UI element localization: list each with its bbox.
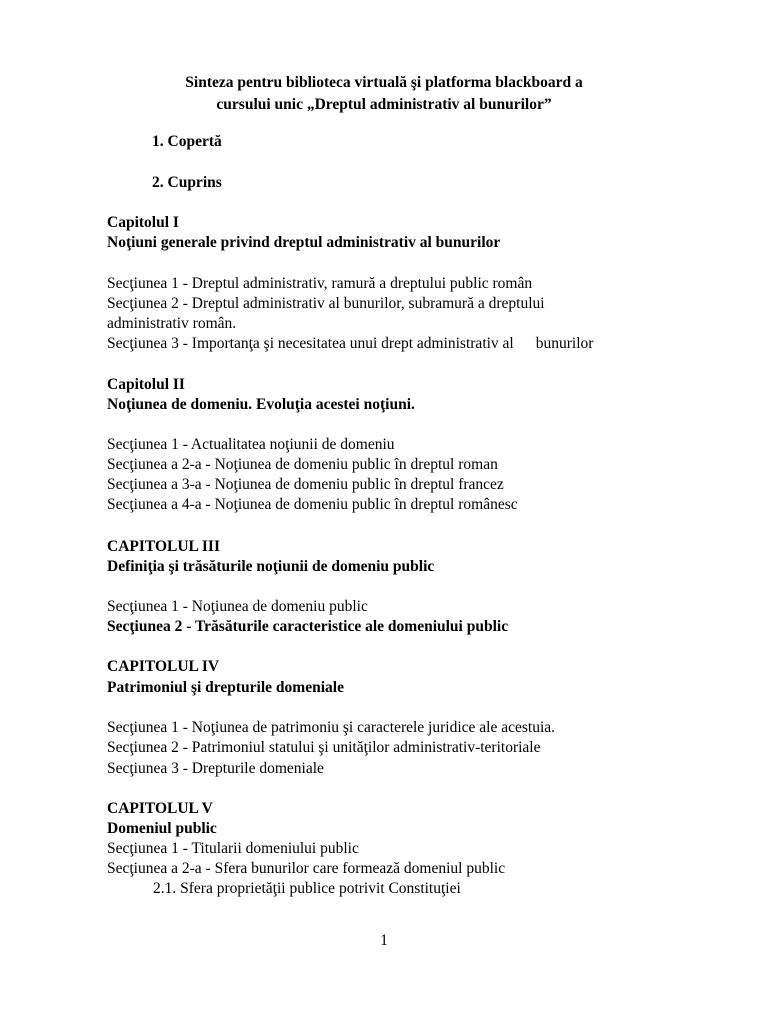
title-line-1: Sinteza pentru biblioteca virtuală şi platforma blackboard a [185, 74, 583, 91]
chapter-3-section: Secţiunea 1 - Noţiunea de domeniu public [107, 598, 368, 615]
chapter-2-section: Secţiunea a 2-a - Noţiunea de domeniu public în dreptul roman [107, 456, 498, 473]
chapter-2-label: Capitolul II [107, 376, 185, 393]
chapter-3-section: Secţiunea 2 - Trăsăturile caracteristice ale domeniului public [107, 618, 509, 635]
chapter-5-title: Domeniul public [107, 820, 217, 837]
chapter-3-label: CAPITOLUL III [107, 538, 220, 555]
item-coperta: 1. Copertă [152, 133, 222, 150]
chapter-5-label: CAPITOLUL V [107, 800, 213, 817]
chapter-1-title: Noţiuni generale privind dreptul administrativ al bunurilor [107, 234, 501, 251]
chapter-4-section: Secţiunea 3 - Drepturile domeniale [107, 760, 324, 777]
chapter-1-section: Secţiunea 1 - Dreptul administrativ, ramură a dreptului public român [107, 275, 533, 292]
chapter-1-label: Capitolul I [107, 214, 179, 231]
chapter-1-section-continued: administrativ român. [107, 315, 237, 332]
chapter-2-section: Secţiunea 1 - Actualitatea noţiunii de domeniu [107, 436, 395, 453]
chapter-1-section [107, 334, 593, 354]
chapter-4-label: CAPITOLUL IV [107, 658, 220, 675]
chapter-5-section: Secţiunea 1 - Titularii domeniului public [107, 840, 359, 857]
chapter-2-title: Noţiunea de domeniu. Evoluţia acestei noţiuni. [107, 396, 415, 413]
chapter-1-section-3-tail: bunurilor [535, 335, 594, 352]
chapter-2-section: Secţiunea a 3-a - Noţiunea de domeniu public în dreptul francez [107, 476, 504, 493]
item-cuprins: 2. Cuprins [152, 174, 222, 191]
chapter-1-section-3-text: Secţiunea 3 - Importanţa şi necesitatea unui drept administrativ al [107, 335, 514, 352]
chapter-1-section: Secţiunea 2 - Dreptul administrativ al bunurilor, subramură a dreptului [107, 295, 545, 312]
chapter-5-subsection: 2.1. Sfera proprietăţii publice potrivit Constituţiei [153, 880, 461, 897]
chapter-3-title: Definiţia şi trăsăturile noţiunii de domeniu public [107, 558, 435, 575]
document-title [0, 72, 768, 116]
chapter-4-title: Patrimoniul şi drepturile domeniale [107, 679, 344, 696]
title-line-2: cursului unic „Dreptul administrativ al bunurilor” [216, 96, 552, 113]
chapter-5-section: Secţiunea a 2-a - Sfera bunurilor care formează domeniul public [107, 860, 506, 877]
chapter-4-section: Secţiunea 2 - Patrimoniul statului şi unităţilor administrativ-teritoriale [107, 739, 541, 756]
chapter-4-section: Secţiunea 1 - Noţiunea de patrimoniu şi caracterele juridice ale acestuia. [107, 719, 556, 736]
page-number: 1 [380, 932, 388, 949]
chapter-2-section: Secţiunea a 4-a - Noţiunea de domeniu public în dreptul românesc [107, 496, 518, 513]
